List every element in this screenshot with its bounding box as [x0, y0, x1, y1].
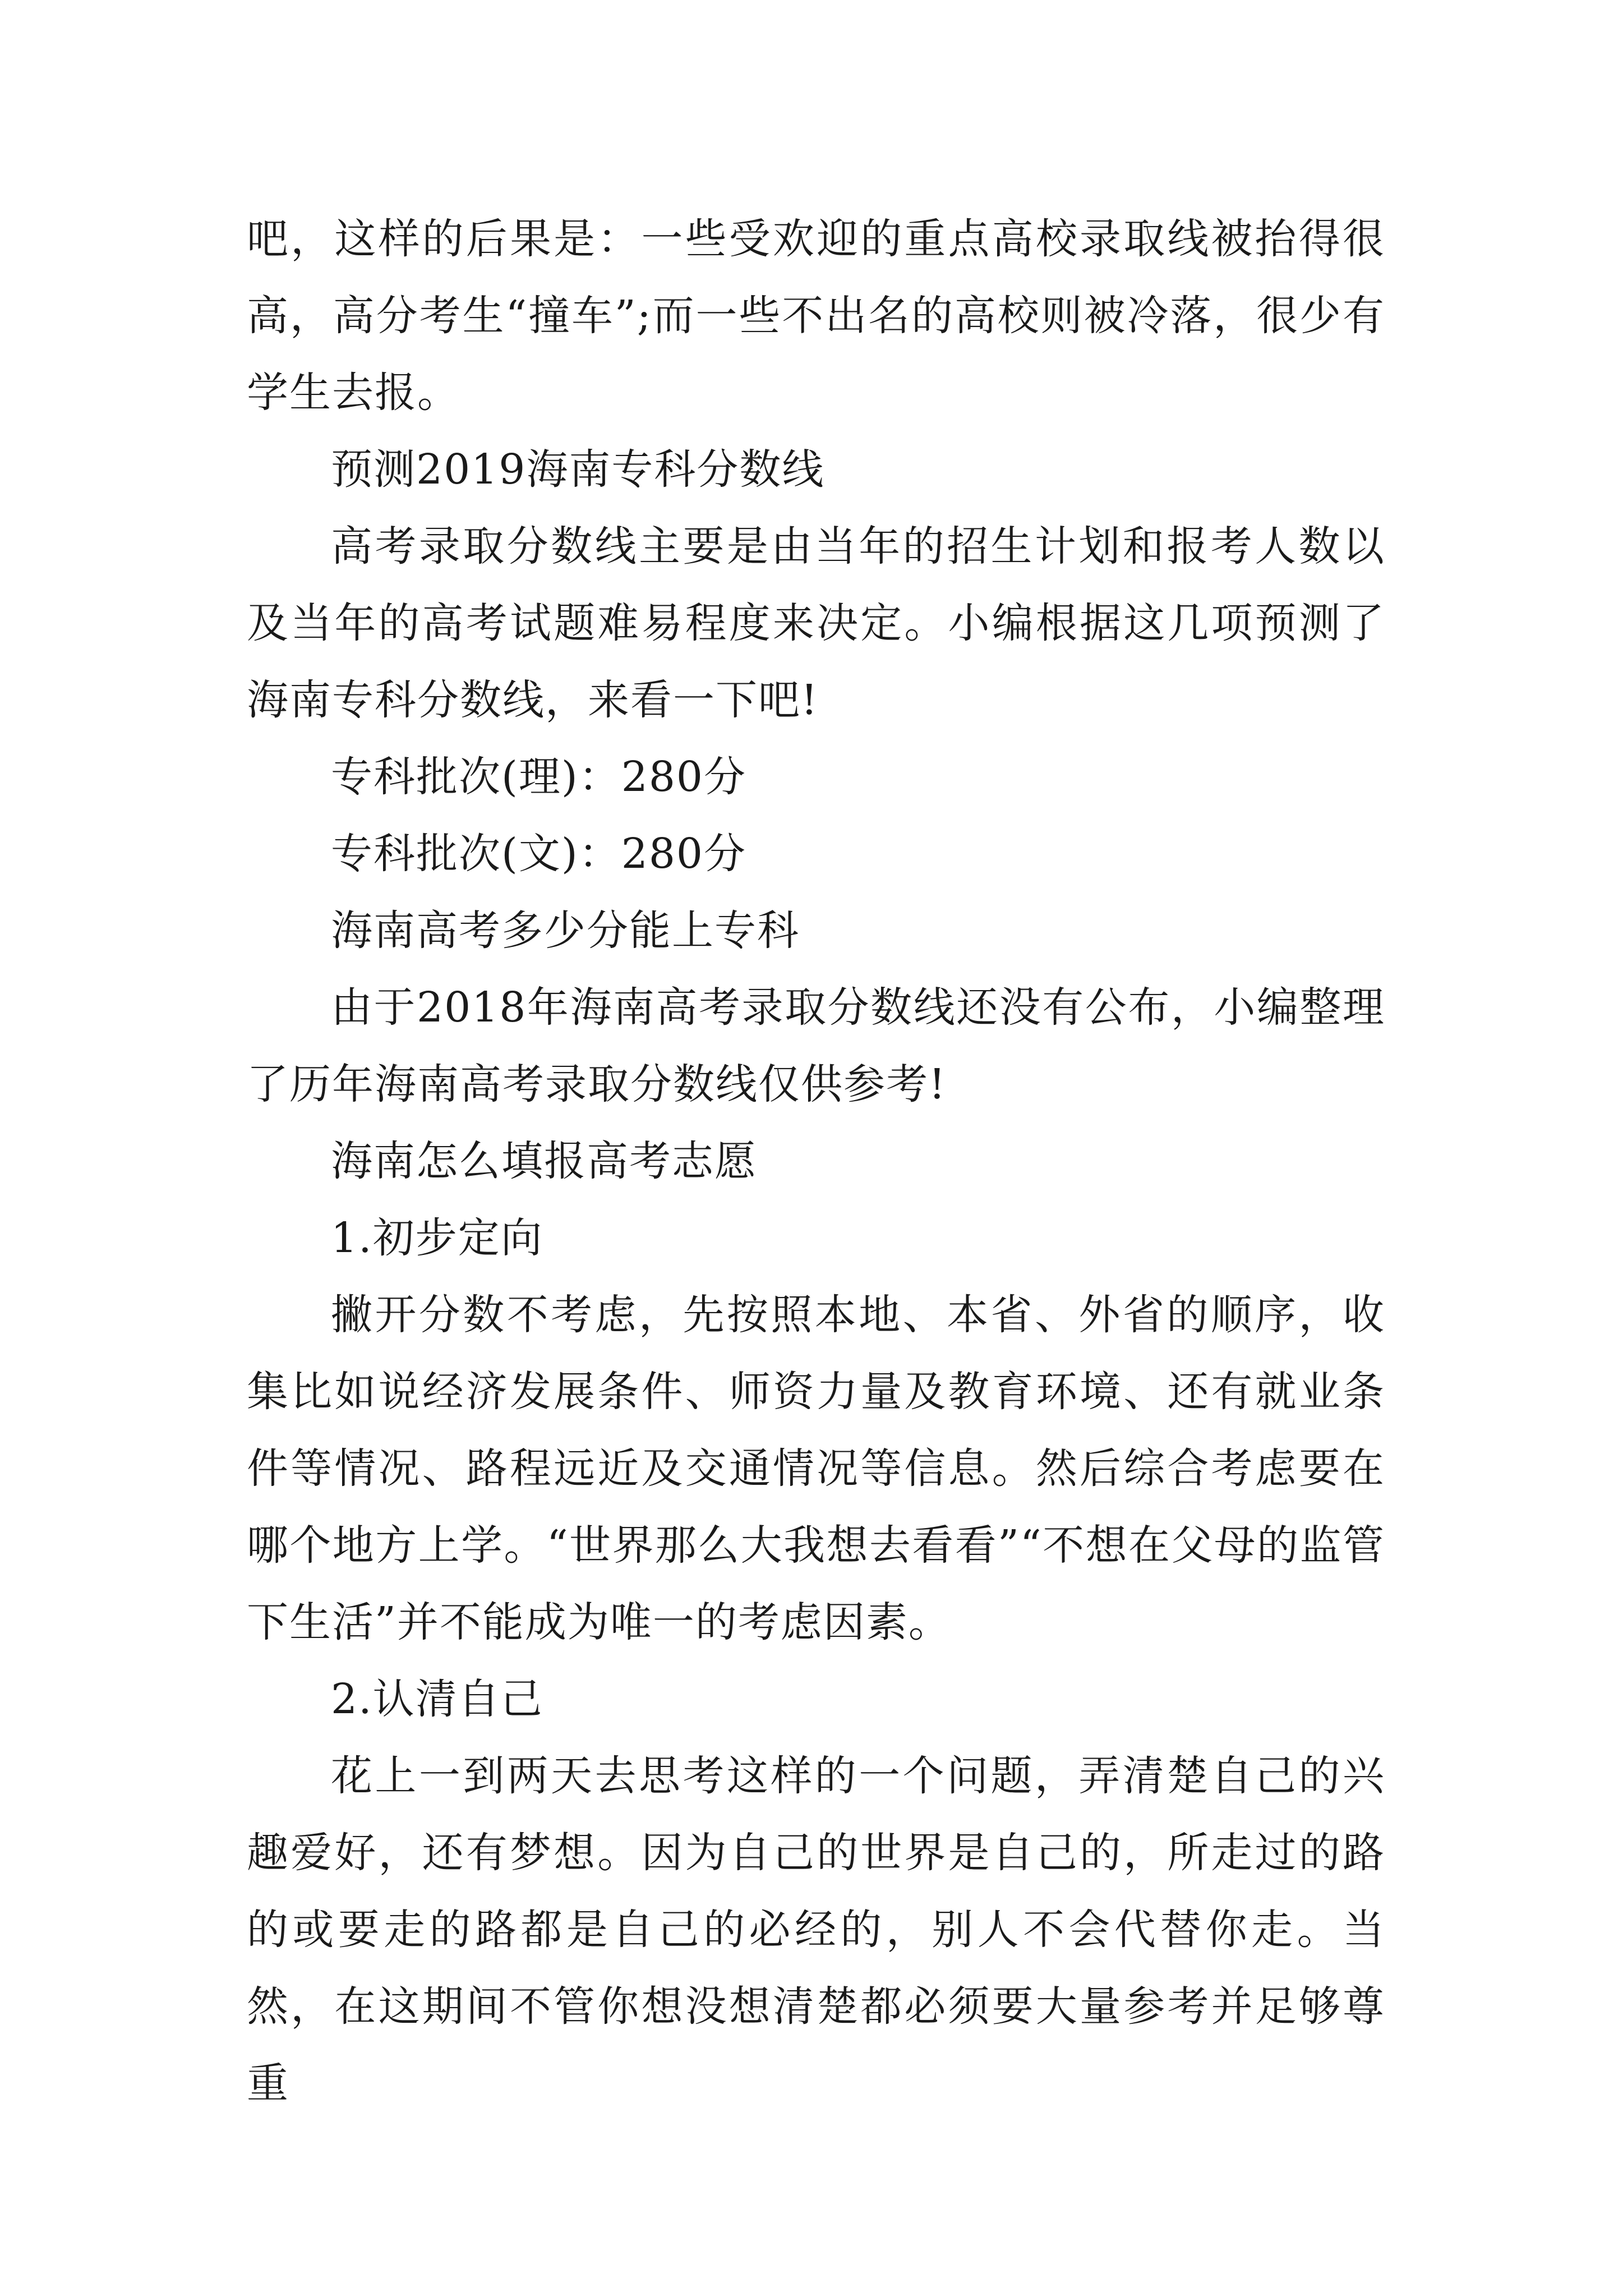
document-body: [247, 201, 1385, 2122]
section-heading-forecast: 预测2019海南专科分数线: [331, 445, 825, 494]
paragraph-10: 撇开分数不考虑，先按照本地、本省、外省的顺序，收集比如说经济发展条件、师资力量及教育环境、还有就业条件等情况、路程远近及交通情况等信息。然后综合考虑要在哪个地方上学。“世界那么大我想去看看”“不想在父母的监管下生活”并不能成为唯一的考虑因素。: [247, 1291, 1385, 1646]
paragraph-7: 由于2018年海南高考录取分数线还没有公布，小编整理了历年海南高考录取分数线仅供参考!: [247, 983, 1385, 1108]
paragraph-12: 花上一到两天去思考这样的一个问题，弄清楚自己的兴趣爱好，还有梦想。因为自己的世界是自己的，所走过的路的或要走的路都是自己的必经的，别人不会代替你走。当然，在这期间不管你想没想清楚都必须要大量参考并足够尊重: [247, 1752, 1385, 2108]
paragraph-3: 高考录取分数线主要是由当年的招生计划和报考人数以及当年的高考试题难易程度来决定。小编根据这几项预测了海南专科分数线，来看一下吧!: [247, 522, 1385, 724]
step-2-heading: 2.认清自己: [331, 1675, 543, 1723]
section-heading-how-to-apply: 海南怎么填报高考志愿: [331, 1137, 757, 1185]
score-arts: 专科批次(文)：280分: [331, 830, 746, 878]
section-heading-score-needed: 海南高考多少分能上专科: [331, 907, 800, 955]
paragraph-1: 吧，这样的后果是：一些受欢迎的重点高校录取线被抬得很高，高分考生“撞车”;而一些不出名的高校则被冷落，很少有学生去报。: [247, 215, 1385, 417]
score-science: 专科批次(理)：280分: [331, 753, 746, 801]
step-1-heading: 1.初步定向: [331, 1214, 543, 1262]
